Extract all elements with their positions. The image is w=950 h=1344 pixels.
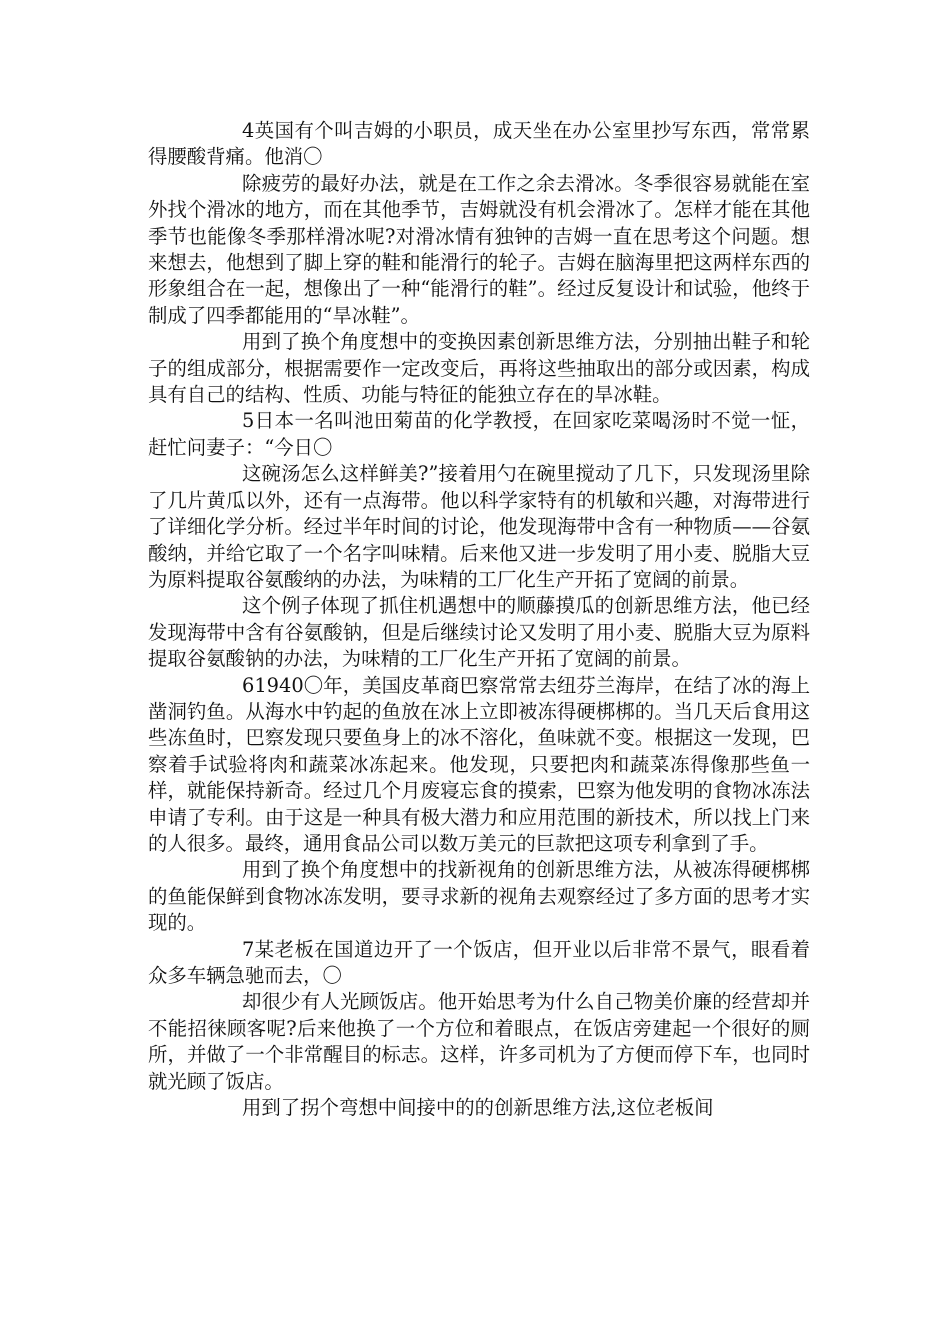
paragraph-frozen-food-analysis: 用到了换个角度想中的找新视角的创新思维方法，从被冻得硬梆梆的鱼能保鲜到食物冰冻发明，要寻求新的视角去观察经过了多方面的思考才实现的。 [148, 858, 810, 935]
paragraph-ice-skates-analysis: 用到了换个角度想中的变换因素创新思维方法，分别抽出鞋子和轮子的组成部分，根据需要作一定改变后，再将这些抽取出的部分或因素，构成具有自己的结构、性质、功能与特征的能独立存在的旱冰鞋。 [148, 330, 810, 407]
document-body [148, 118, 810, 1121]
paragraph-restaurant-story-cont: 却很少有人光顾饭店。他开始思考为什么自己物美价廉的经营却并不能招徕顾客呢?后来他换了一个方位和着眼点，在饭店旁建起一个很好的厕所，并做了一个非常醒目的标志。这样，许多司机为了方便而停下车，也同时就光顾了饭店。 [148, 990, 810, 1093]
paragraph-frozen-food-story: 61940〇年，美国皮革商巴察常常去纽芬兰海岸，在结了冰的海上凿洞钓鱼。从海水中钓起的鱼放在冰上立即被冻得硬梆梆的。当几天后食用这些冻鱼时，巴察发现只要鱼身上的冰不溶化，鱼味就不变。根据这一发现，巴察着手试验将肉和蔬菜冰冻起来。他发现，只要把肉和蔬菜冻得像那些鱼一样，就能保持新奇。经过几个月废寝忘食的摸索，巴察为他发明的食物冰冻法申请了专利。由于这是一种具有极大潜力和应用范围的新技术，所以找上门来的人很多。最终，通用食品公司以数万美元的巨款把这项专利拿到了手。 [148, 673, 810, 855]
paragraph-msg-story-cont: 这碗汤怎么这样鲜美?”接着用勺在碗里搅动了几下，只发现汤里除了几片黄瓜以外，还有一点海带。他以科学家特有的机敏和兴趣，对海带进行了详细化学分析。经过半年时间的讨论，他发现海带中含有一种物质——谷氨酸纳，并给它取了一个名字叫味精。后来他又进一步发明了用小麦、脱脂大豆为原料提取谷氨酸纳的办法，为味精的工厂化生产开拓了宽阔的前景。 [148, 462, 810, 591]
paragraph-ice-skates-story-cont: 除疲劳的最好办法，就是在工作之余去滑冰。冬季很容易就能在室外找个滑冰的地方，而在其他季节，吉姆就没有机会滑冰了。怎样才能在其他季节也能像冬季那样滑冰呢?对滑冰情有独钟的吉姆一直在思考这个问题。想来想去，他想到了脚上穿的鞋和能滑行的轮子。吉姆在脑海里把这两样东西的形象组合在一起，想像出了一种“能滑行的鞋”。经过反复设计和试验，他终于制成了四季都能用的“旱冰鞋”。 [148, 171, 810, 327]
paragraph-msg-story: 5日本一名叫池田菊苗的化学教授，在回家吃菜喝汤时不觉一怔，赶忙问妻子：“今日〇 [148, 409, 810, 459]
paragraph-restaurant-analysis: 用到了拐个弯想中间接中的的创新思维方法,这位老板间 [242, 1096, 714, 1120]
paragraph-msg-analysis: 这个例子体现了抓住机遇想中的顺藤摸瓜的创新思维方法，他已经发现海带中含有谷氨酸钠，但是后继续讨论又发明了用小麦、脱脂大豆为原料提取谷氨酸钠的办法，为味精的工厂化生产开拓了宽阔的前景。 [148, 594, 810, 671]
paragraph-restaurant-story: 7某老板在国道边开了一个饭店，但开业以后非常不景气，眼看着众多车辆急驰而去，〇 [148, 937, 810, 987]
paragraph-ice-skates-story: 4英国有个叫吉姆的小职员，成天坐在办公室里抄写东西，常常累得腰酸背痛。他消〇 [148, 119, 810, 169]
